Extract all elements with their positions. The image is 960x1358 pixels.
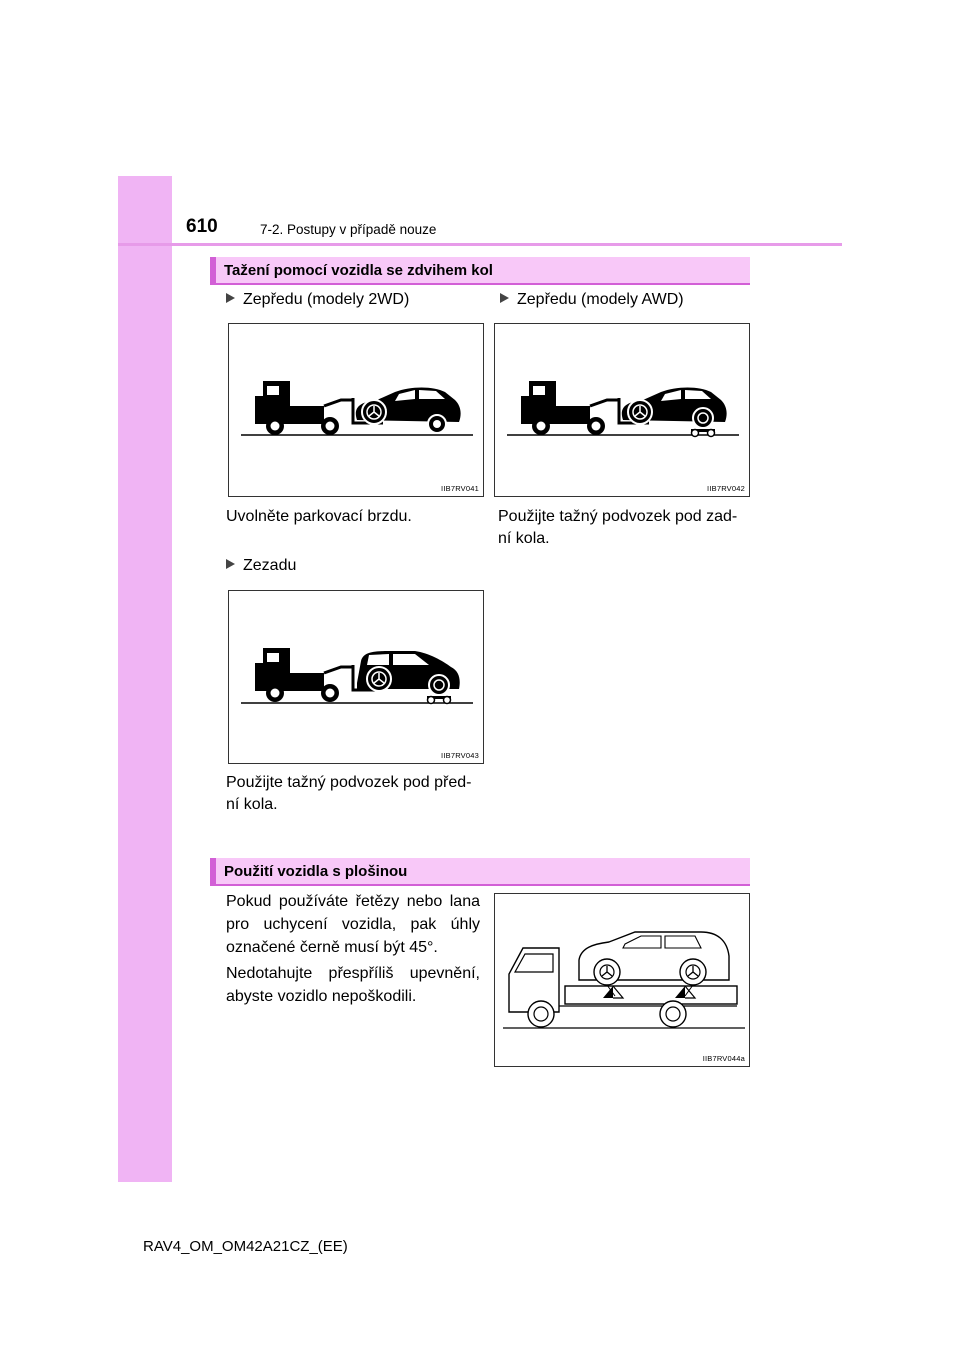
bullet-front-awd <box>500 291 684 309</box>
caption-rear-line2: ní kola. <box>226 796 278 813</box>
figure-tow-front-awd <box>494 323 750 497</box>
bullet-front-2wd <box>226 291 409 309</box>
bullet-label: Zepředu (modely AWD) <box>517 291 684 308</box>
triangle-bullet-icon <box>226 293 235 303</box>
triangle-bullet-icon <box>500 293 509 303</box>
figure-code: IIB7RV044a <box>702 1054 745 1063</box>
caption-front-2wd: Uvolněte parkovací brzdu. <box>226 508 412 525</box>
caption-rear-line1: Použijte tažný podvozek pod před- <box>226 774 472 791</box>
figure-code: IIB7RV042 <box>707 484 745 493</box>
section-header-wheel-lift: Tažení pomocí vozidla se zdvihem kol <box>210 257 750 285</box>
figure-tow-rear <box>228 590 484 764</box>
bullet-rear <box>226 557 296 575</box>
figure-code: IIB7RV043 <box>441 751 479 760</box>
flatbed-truck-illustration <box>495 894 751 1068</box>
triangle-bullet-icon <box>226 559 235 569</box>
section-header-flatbed: Použití vozidla s plošinou <box>210 858 750 886</box>
figure-code: IIB7RV041 <box>441 484 479 493</box>
caption-front-awd-line2: ní kola. <box>498 530 550 547</box>
figure-tow-front-2wd <box>228 323 484 497</box>
tow-truck-front-2wd-illustration <box>229 324 485 498</box>
flatbed-paragraph-2: Nedotahujte přespříliš upevnění, abyste vozidlo nepoškodili. <box>226 965 480 1005</box>
tow-truck-rear-illustration <box>229 591 485 765</box>
footer-doc-code: RAV4_OM_OM42A21CZ_(EE) <box>143 1238 348 1255</box>
tow-truck-front-awd-illustration <box>495 324 751 498</box>
flatbed-paragraph-1: Pokud používáte řetězy nebo lana pro uchycení vozidla, pak úhly označené černě musí být 45°. <box>226 893 480 956</box>
caption-front-awd-line1: Použijte tažný podvozek pod zad- <box>498 508 738 525</box>
bullet-label: Zezadu <box>243 557 297 574</box>
header-rule <box>118 243 842 246</box>
chapter-title: 7-2. Postupy v případě nouze <box>260 222 437 237</box>
page-number: 610 <box>186 216 218 237</box>
figure-flatbed <box>494 893 750 1067</box>
bullet-label: Zepředu (modely 2WD) <box>243 291 410 308</box>
side-color-strip <box>118 176 172 1182</box>
